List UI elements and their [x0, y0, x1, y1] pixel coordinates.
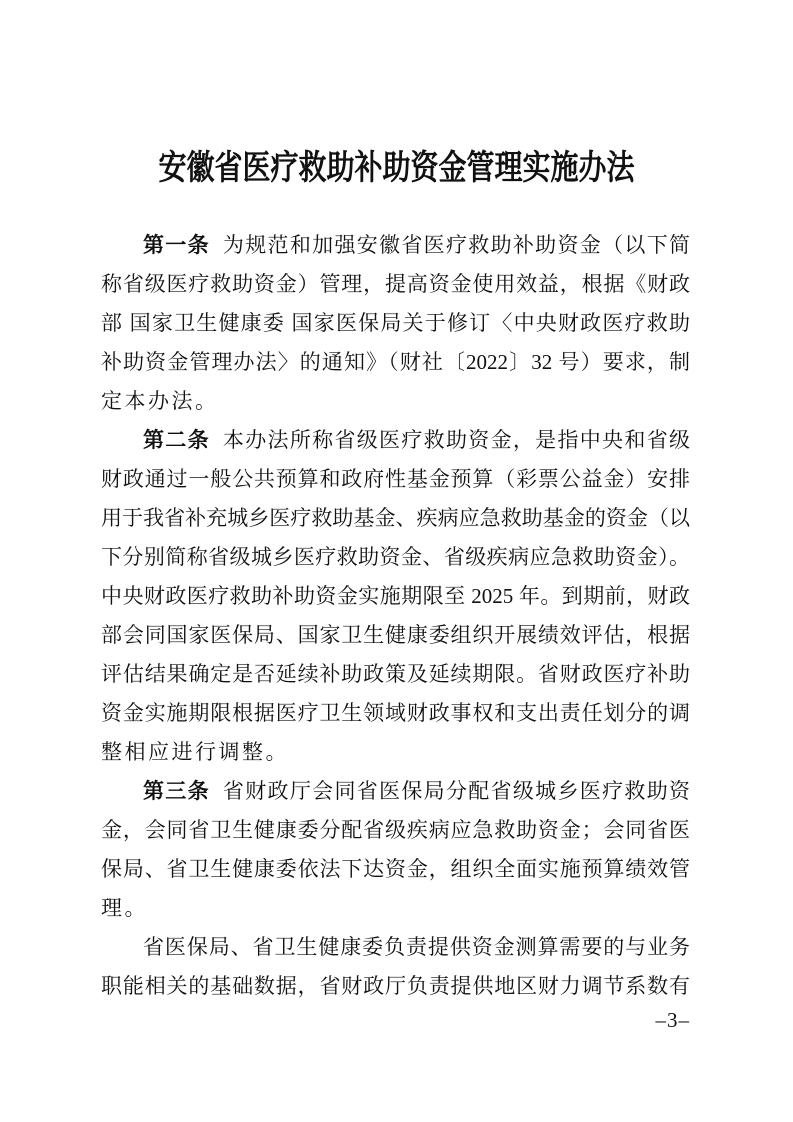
paragraph-4-first-line: 省医保局、省卫生健康委负责提供资金测算需要的与业务 [143, 935, 690, 959]
text-line: 整相应进行调整。 [101, 740, 289, 764]
text-line: 下分别简称省级城乡医疗救助资金、省级疾病应急救助资金）。 [101, 545, 690, 569]
text-line: 理。 [101, 896, 148, 920]
article-2-first-line [101, 421, 690, 460]
document-body [101, 226, 690, 1006]
text-line: 补助资金管理办法〉的通知》（财社〔2022〕32 号）要求，制 [101, 350, 690, 374]
article-2-line-text: 本办法所称省级医疗救助资金，是指中央和省级 [222, 428, 691, 452]
text-line: 财政通过一般公共预算和政府性基金预算（彩票公益金）安排 [101, 467, 690, 491]
text-line: 资金实施期限根据医疗卫生领域财政事权和支出责任划分的调 [101, 701, 690, 725]
article-2-label: 第二条 [143, 428, 210, 452]
text-line: 用于我省补充城乡医疗救助基金、疾病应急救助基金的资金（以 [101, 506, 690, 530]
article-1-label: 第一条 [143, 233, 210, 257]
text-line: 称省级医疗救助资金）管理，提高资金使用效益，根据《财政 [101, 272, 690, 296]
text-line: 评估结果确定是否延续补助政策及延续期限。省财政医疗补助 [101, 662, 690, 686]
article-1-first-line [101, 226, 690, 265]
article-3-label: 第三条 [143, 779, 210, 803]
article-3-line-text: 省财政厅会同省医保局分配省级城乡医疗救助资 [222, 779, 691, 803]
text-line: 金，会同省卫生健康委分配省级疾病应急救助资金；会同省医 [101, 818, 690, 842]
page-number: –3– [655, 1008, 690, 1032]
text-line: 中央财政医疗救助补助资金实施期限至 2025 年。到期前，财政 [101, 584, 690, 608]
article-1-line-text: 为规范和加强安徽省医疗救助补助资金（以下简 [222, 233, 691, 257]
document-title: 安徽省医疗救助补助资金管理实施办法 [158, 149, 635, 188]
text-line: 部 国家卫生健康委 国家医保局关于修订〈中央财政医疗救助 [101, 311, 690, 335]
text-line: 保局、省卫生健康委依法下达资金，组织全面实施预算绩效管 [101, 857, 690, 881]
text-line: 部会同国家医保局、国家卫生健康委组织开展绩效评估，根据 [101, 623, 690, 647]
article-3-first-line [101, 772, 690, 811]
text-line: 职能相关的基础数据，省财政厅负责提供地区财力调节系数有 [101, 974, 690, 998]
text-line: 定本办法。 [101, 389, 219, 413]
